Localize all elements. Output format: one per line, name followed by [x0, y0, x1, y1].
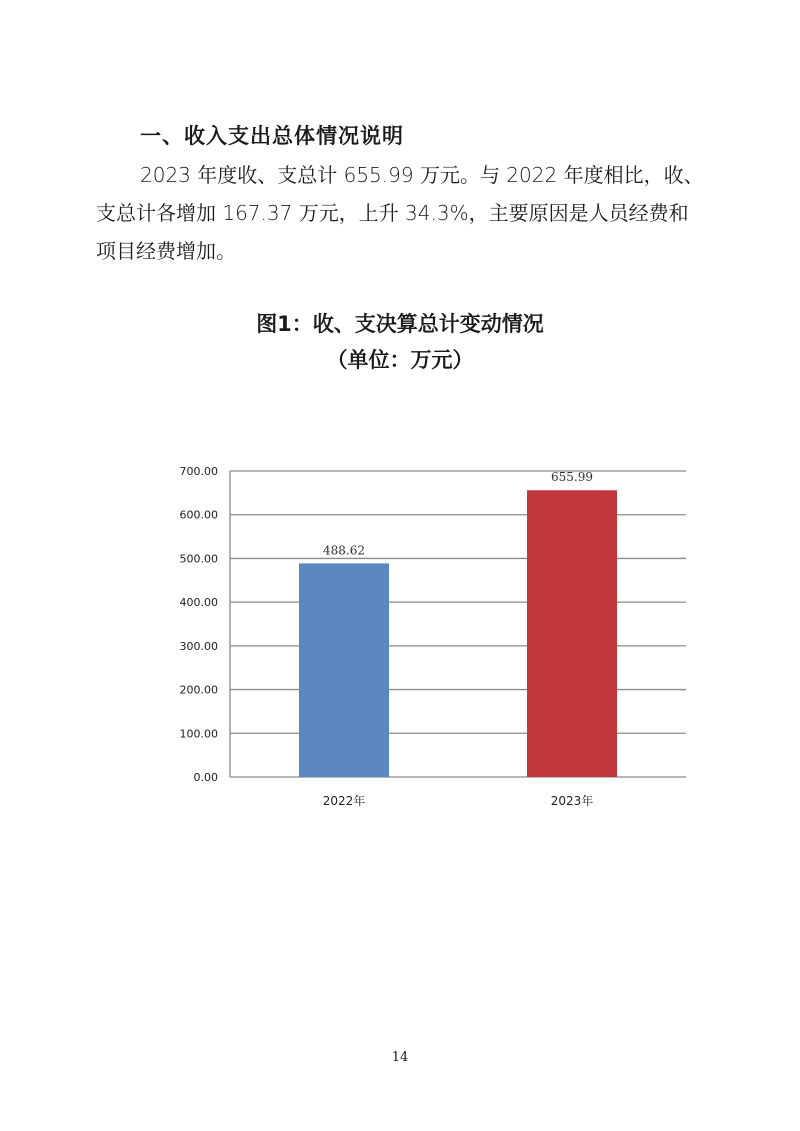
- y-tick-label: 600.00: [179, 508, 218, 522]
- y-tick-label: 200.00: [179, 683, 218, 697]
- y-tick-label: 400.00: [179, 596, 218, 610]
- paragraph-line-2: 支总计各增加 167.37 万元，上升 34.3%，主要原因是人员经费和: [96, 201, 689, 225]
- y-tick-label: 0.00: [193, 771, 218, 784]
- y-tick-label: 300.00: [179, 639, 218, 653]
- paragraph-line-3: 项目经费增加。: [96, 239, 236, 263]
- figure-title: 图1：收、支决算总计变动情况: [256, 312, 544, 336]
- bar: [299, 563, 389, 777]
- y-tick-label: 100.00: [179, 727, 218, 741]
- bar: [527, 490, 617, 777]
- page-number: 14: [391, 1050, 409, 1065]
- data-label: 655.99: [551, 470, 593, 485]
- bar-chart: [0, 440, 800, 820]
- data-label: 488.62: [323, 543, 365, 558]
- section-heading: 一、收入支出总体情况说明: [140, 124, 404, 148]
- x-tick-label: 2023年: [550, 794, 594, 808]
- figure-subtitle: （单位：万元）: [326, 348, 474, 372]
- x-tick-label: 2022年: [322, 794, 366, 808]
- summary-paragraph: [96, 156, 708, 270]
- paragraph-line-1: 2023 年度收、支总计 655.99 万元。与 2022 年度相比，收、: [140, 163, 704, 187]
- y-tick-label: 500.00: [179, 552, 218, 566]
- y-tick-label: 700.00: [179, 465, 218, 478]
